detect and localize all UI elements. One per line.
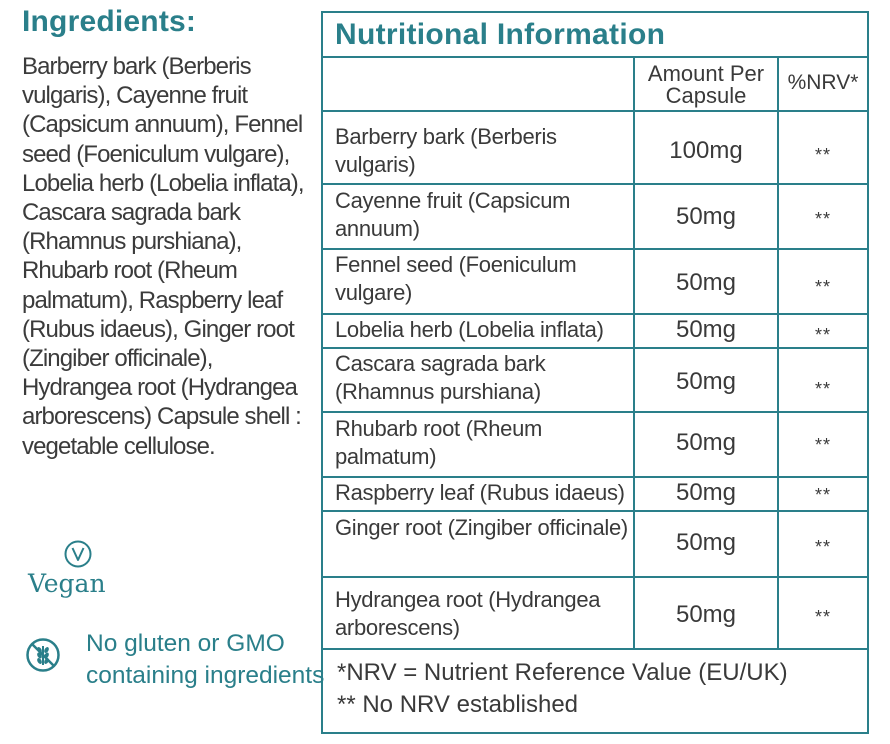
row-divider: [323, 411, 867, 413]
ingredient-amount: 50mg: [675, 203, 737, 230]
ingredients-title: Ingredients:: [22, 5, 197, 38]
row-divider: [323, 648, 867, 650]
ingredient-amount: 50mg: [675, 368, 737, 395]
ingredient-name: Lobelia herb (Lobelia inflata): [335, 317, 604, 342]
ingredient-nrv: **: [814, 435, 831, 455]
column-header-nrv: %NRV*: [787, 71, 859, 94]
ingredient-nrv: **: [814, 209, 831, 229]
ingredient-nrv: **: [814, 145, 831, 165]
footnote-nrv-definition: *NRV = Nutrient Reference Value (EU/UK): [337, 659, 788, 686]
row-divider: [323, 510, 867, 512]
ingredient-name: Cayenne fruit (Capsicum annuum): [335, 188, 571, 241]
ingredient-name: Cascara sagrada bark (Rhamnus purshiana): [335, 351, 546, 404]
ingredient-name: Fennel seed (Foeniculum vulgare): [335, 252, 577, 305]
ingredient-amount: 50mg: [675, 316, 737, 343]
ingredient-amount: 50mg: [675, 479, 737, 506]
row-divider: [323, 476, 867, 478]
row-divider: [323, 576, 867, 578]
wheat-crossed-icon: [26, 638, 60, 672]
ingredient-nrv: **: [814, 607, 831, 627]
ingredient-amount: 50mg: [675, 601, 737, 628]
vegan-v-circle-icon: [64, 540, 92, 568]
ingredient-nrv: **: [814, 379, 831, 399]
ingredient-amount: 50mg: [675, 529, 737, 556]
nutrition-title: Nutritional Information: [323, 13, 867, 58]
ingredient-nrv: **: [814, 277, 831, 297]
ingredient-name: Barberry bark (Berberis vulgaris): [335, 124, 557, 177]
ingredient-name: Rhubarb root (Rheum palmatum): [335, 416, 543, 469]
row-divider: [323, 248, 867, 250]
ingredient-nrv: **: [814, 325, 831, 345]
row-divider: [323, 313, 867, 315]
gluten-gmo-text: No gluten or GMO containing ingredients: [86, 630, 325, 689]
row-divider: [323, 347, 867, 349]
ingredient-name: Raspberry leaf (Rubus idaeus): [335, 480, 625, 505]
ingredients-text: Barberry bark (Berberis vulgaris), Cayenne fruit (Capsicum annuum), Fennel seed (Foeniculum vulgare), Lobelia herb (Lobelia inflata), Cascara sagrada bark (Rhamnus purshiana), Rhubarb root (Rheum palmatum), Raspberry leaf (Rubus idaeus), Ginger root (Zingiber officinale), Hydrangea root (Hydrangea arborescens) Capsule shell : vegetable cellulose.: [22, 53, 304, 460]
ingredient-nrv: **: [814, 485, 831, 505]
ingredient-name: Hydrangea root (Hydrangea arborescens): [335, 587, 601, 640]
ingredient-amount: 50mg: [675, 429, 737, 456]
ingredient-amount: 100mg: [669, 137, 743, 164]
nutrition-footnotes: [337, 657, 867, 721]
vegan-badge: [28, 540, 128, 600]
ingredient-amount: 50mg: [675, 269, 737, 296]
column-header-amount: Amount Per Capsule: [647, 61, 765, 108]
ingredients-section: [22, 0, 325, 689]
ingredient-nrv: **: [814, 537, 831, 557]
nutrition-table: [321, 11, 869, 734]
row-divider: [323, 110, 867, 112]
row-divider: [323, 183, 867, 185]
ingredient-name: Ginger root (Zingiber officinale): [335, 515, 628, 540]
vegan-label: Vegan: [28, 569, 106, 598]
footnote-no-nrv: ** No NRV established: [337, 691, 579, 718]
